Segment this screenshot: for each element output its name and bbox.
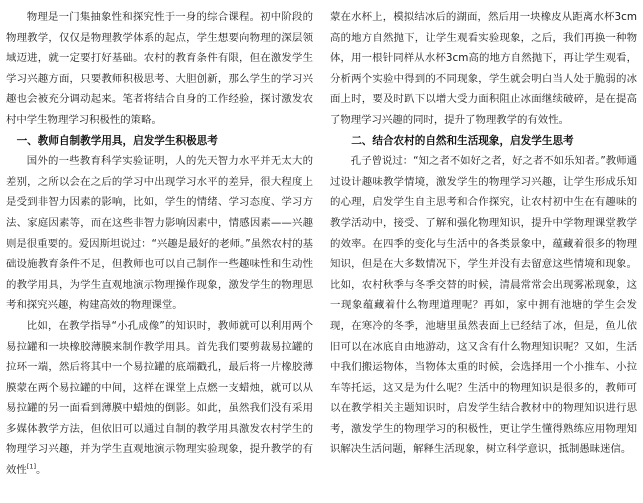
left-column [6, 7, 313, 503]
section-2-paragraph-1: 孔子曾说过：“知之者不如好之者，好之者不如乐知者。”教师通过设计趣味教学情境，激发学生的物理学习兴趣，让学生形成乐知的心理，启发学生自主思考和合作探究，让农村初中生在有趣味的教学活动中，接受、了解和强化物理知识，提升中学物理课堂教学的效率。在四季的变化与生活中的各类景象中，蕴藏着很多的物理知识，但是在大多数情况下，学生并没有去留意这些情境和现象。比如，农村秋季与冬季交替的时候，清晨常常会出现雾凇现象，这一现象蕴藏着什么物理道理呢？再如，家中拥有池塘的学生会发现，在寒冷的冬季，池塘里虽然表面上已经结了冰，但是，鱼儿依旧可以在冰底自由地游动，这又含有什么物理知识呢？又如，生活中我们搬运物体，当物体太重的时候，会选择用一个小推车、小拉车等托运，这又是为什么呢？生活中的物理知识是很多的，教师可以在教学相关主题知识时，启发学生结合教材中的物理知识进行思考，激发学生的物理学习的积极性，更让学生懂得熟练应用物理知识解决生活问题，解释生活现象，树立科学意识，抵制愚昧迷信。 [330, 155, 637, 456]
section-1-paragraph-1: 国外的一些教育科学实验证明，人的先天智力水平并无太大的差别，之所以会在之后的学习中出现学习水平的差异，很大程度上是受到非智力因素的影响，比如，学生的情绪、学习态度、学习方法、家庭因素等，而在这些非智力影响因素中，情感因素——兴趣则是很重要的。爱因斯坦说过：“兴趣是最好的老师。”虽然农村的基础设施教育条件不足，但教师也可以自己制作一些趣味性和生动性的教学用具，为学生直观地演示物理操作现象，激发学生的物理思考和探究兴趣，构建高效的物理课堂。 [6, 155, 313, 312]
section-1-paragraph-2-end: 。 [36, 464, 47, 477]
continued-paragraph: 蒙在水杯上，模拟结冰后的湖面，然后用一块橡皮从距离水杯3cm高的地方自然抛下，让学生观看实验现象，之后，我们再换一种物体，用一根针同样从水杯3cm高的地方自然抛下，再让学生观看，分析两个实验中得到的不同现象，学生就会明白当人处于脆弱的冰面上时，要及时趴下以增大受力面积阻止冰面继续破碎，是在提高了物理学习兴趣的同时，提升了物理教学的有效性。 [330, 11, 637, 126]
citation-marker: [1] [26, 462, 36, 471]
right-column [330, 7, 637, 503]
intro-paragraph: 物理是一门集抽象性和探究性于一身的综合课程。初中阶段的物理教学，仅仅是物理教学体系的起点，学生想要向物理的深层领域迈进，就一定要打好基础。农村的教育条件有限，但在激发学生学习兴趣方面，只要教师积极思考、大胆创新，那么学生的学习兴趣也会被充分调动起来。笔者将结合自身的工作经验，探讨激发农村中学生物理学习积极性的策略。 [6, 11, 313, 126]
section-heading-1: 一、教师自制教学用具，启发学生积极思考 [16, 134, 218, 147]
section-heading-2: 二、结合农村的自然和生活现象，启发学生思考 [351, 134, 574, 147]
section-1-paragraph-2 [6, 316, 313, 481]
section-1-paragraph-2-text: 比如，在教学指导“小孔成像”的知识时，教师就可以利用两个易拉罐和一块橡胶薄膜来制作教学用具。首先我们要剪裁易拉罐的拉环一端，然后将其中一个易拉罐的底端戳孔，最后将一片橡胶薄膜蒙在两个易拉罐的中间，这样在课堂上点燃一支蜡烛，就可以从易拉罐的另一面看到薄膜中蜡烛的倒影。如此，虽然我们没有采用多媒体教学方法，但依旧可以通过自制的教学用具激发农村学生的物理学习兴趣，并为学生直观地演示物理实验现象，提升教学的有效性 [6, 319, 313, 477]
